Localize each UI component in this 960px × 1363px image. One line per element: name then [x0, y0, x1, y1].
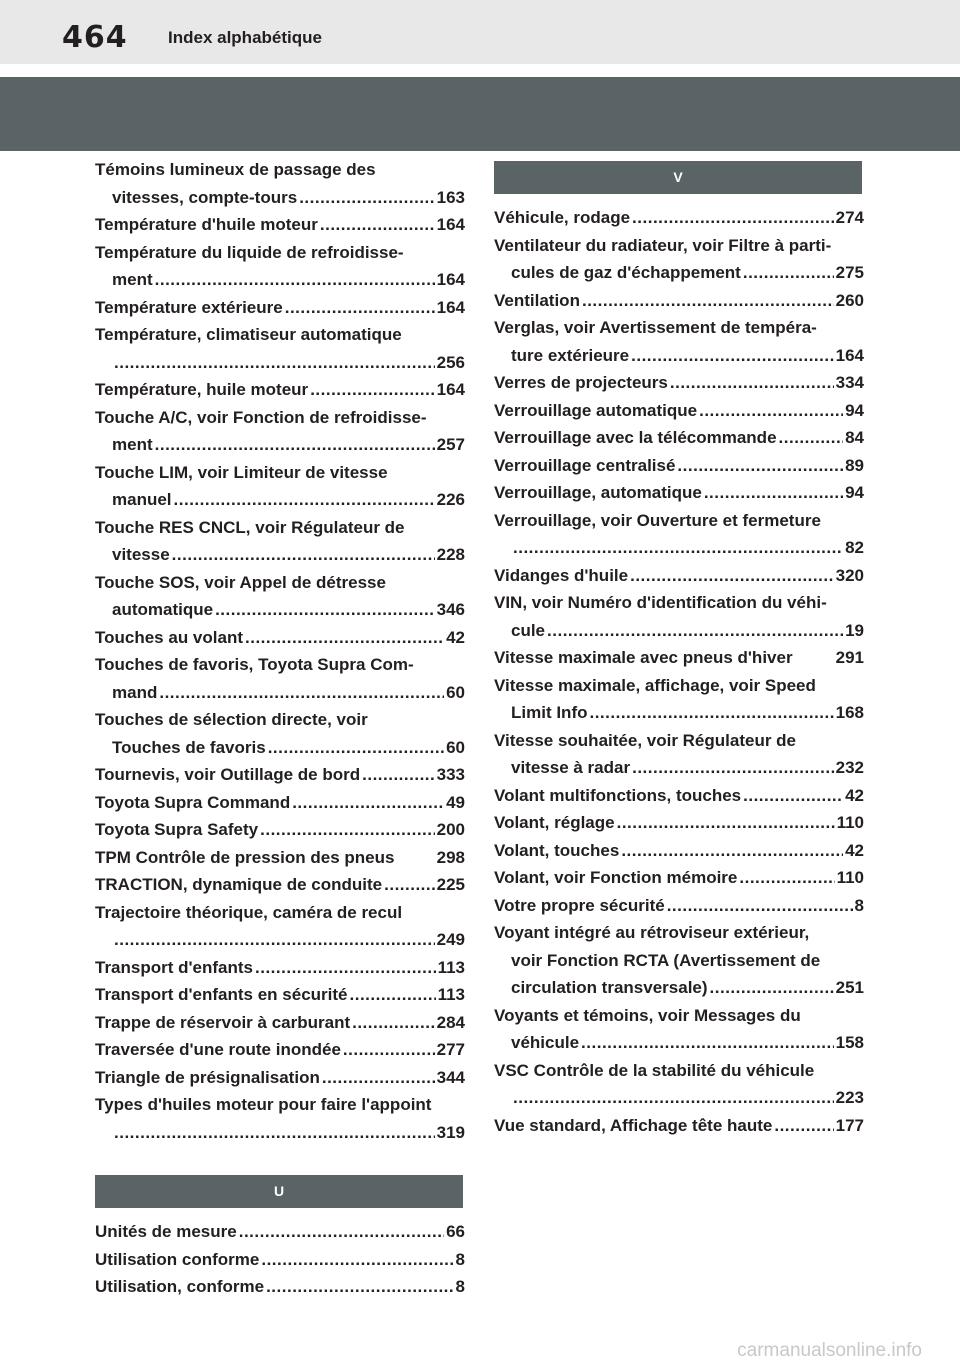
- entry-page-number: 274: [835, 208, 864, 227]
- leader-dots: [667, 892, 853, 920]
- index-entry: [494, 369, 864, 397]
- index-entry: [494, 1002, 864, 1030]
- entry-text: Transport d'enfants: [95, 957, 254, 977]
- index-entry: [95, 266, 465, 294]
- entry-text: TRACTION, dynamique de conduite: [95, 875, 383, 894]
- index-entry: [494, 397, 864, 425]
- leader-dots: [310, 376, 434, 404]
- leader-dots: [739, 864, 834, 892]
- entry-text: Ventilateur du radiateur, voir Filtre à parti-: [494, 235, 832, 255]
- entry-page-number: 94: [845, 483, 864, 502]
- entry-page-number: 164: [436, 215, 465, 234]
- index-entry: [494, 232, 864, 260]
- entry-text: Vidanges d'huile: [494, 565, 629, 585]
- index-entry: [95, 761, 465, 789]
- entry-page-number: 226: [436, 490, 465, 509]
- entry-page-number: 19: [845, 620, 864, 640]
- entry-page-number: 260: [835, 290, 864, 310]
- index-entry: [494, 342, 864, 370]
- index-entry: [95, 1064, 465, 1092]
- letter-heading-u: U: [95, 1175, 463, 1208]
- leader-dots: [266, 1273, 453, 1301]
- index-entry: [494, 314, 864, 342]
- entry-text: Types d'huiles moteur pour faire l'appoint: [95, 1095, 432, 1114]
- entry-text: Touche RES CNCL, voir Régulateur de: [95, 517, 405, 537]
- entry-text: Volant, touches: [494, 840, 620, 860]
- entry-text: Touches de sélection directe, voir: [95, 710, 368, 729]
- entry-text: Verrouillage avec la télécommande: [494, 428, 777, 447]
- leader-dots: [239, 1218, 444, 1246]
- leader-dots: [155, 431, 435, 459]
- leader-dots: [589, 699, 833, 727]
- entry-page-number: 89: [845, 455, 864, 475]
- entry-text: Verrouillage, voir Ouverture et fermeture: [494, 510, 821, 530]
- entry-page-number: 249: [436, 930, 465, 949]
- entry-text: mand: [112, 682, 158, 702]
- entry-text: Toyota Supra Command: [95, 792, 291, 812]
- index-entry: [95, 459, 465, 487]
- index-entry: [95, 651, 465, 679]
- entry-text: Véhicule, rodage: [494, 208, 631, 227]
- entry-page-number: 251: [835, 978, 864, 997]
- leader-dots: [630, 562, 834, 590]
- leader-dots: [704, 479, 843, 507]
- leader-dots: [114, 1119, 435, 1147]
- entry-page-number: 42: [446, 627, 465, 647]
- entry-text: Voyant intégré au rétroviseur extérieur,: [494, 923, 810, 942]
- index-entry: [95, 404, 465, 432]
- entry-text: Voyants et témoins, voir Messages du: [494, 1005, 801, 1025]
- index-entry: [95, 1009, 465, 1037]
- leader-dots: [384, 871, 435, 899]
- entry-text: Verres de projecteurs: [494, 373, 668, 392]
- entry-text: Touche LIM, voir Limiteur de vitesse: [95, 462, 388, 482]
- leader-dots: [581, 1029, 834, 1057]
- header-banner: [0, 77, 960, 151]
- entry-text: ture extérieure: [511, 345, 630, 365]
- entry-page-number: 8: [455, 1249, 465, 1269]
- entry-text: manuel: [112, 490, 172, 509]
- index-entry: [95, 1218, 465, 1246]
- entry-page-number: 164: [436, 297, 465, 317]
- index-entry: [95, 871, 465, 899]
- entry-page-number: 110: [836, 813, 864, 832]
- entry-page-number: 60: [446, 682, 465, 702]
- leader-dots: [245, 624, 444, 652]
- leader-dots: [155, 266, 435, 294]
- entry-page-number: 256: [436, 352, 465, 372]
- index-entry: [494, 892, 864, 920]
- leader-dots: [172, 541, 435, 569]
- entry-text: Vue standard, Affichage tête haute: [494, 1115, 773, 1135]
- index-entry: [95, 624, 465, 652]
- entry-page-number: 346: [436, 600, 465, 619]
- index-entry: [95, 294, 465, 322]
- entry-text: Vitesse souhaitée, voir Régulateur de: [494, 730, 797, 750]
- page-number: 464: [62, 20, 128, 55]
- entry-text: vitesse à radar: [511, 758, 631, 777]
- entry-text: Utilisation, conforme: [95, 1277, 265, 1296]
- index-entry: [494, 1084, 864, 1112]
- entry-page-number: 320: [835, 565, 864, 585]
- entry-page-number: 110: [836, 868, 864, 887]
- entry-page-number: 334: [835, 373, 864, 392]
- leader-dots: [677, 452, 843, 480]
- entry-text: Témoins lumineux de passage des: [95, 160, 376, 179]
- leader-dots: [320, 211, 435, 239]
- letter-heading-v: V: [494, 161, 862, 194]
- leader-dots: [268, 734, 444, 762]
- index-entry: [494, 782, 864, 810]
- leader-dots: [774, 1112, 833, 1140]
- entry-text: Touches de favoris: [112, 737, 266, 757]
- leader-dots: [255, 954, 436, 982]
- leader-dots: [621, 837, 843, 865]
- leader-dots: [292, 789, 444, 817]
- entry-text: Trajectoire théorique, caméra de recul: [95, 902, 403, 922]
- watermark: carmanualsonline.info: [737, 1340, 922, 1361]
- entry-text: Température du liquide de refroidisse-: [95, 242, 404, 262]
- entry-text: Utilisation conforme: [95, 1249, 260, 1269]
- index-entry: [494, 562, 864, 590]
- entry-page-number: 164: [436, 270, 465, 289]
- entry-text: Volant multifonctions, touches: [494, 785, 742, 805]
- leader-dots: [670, 369, 834, 397]
- index-entry: [95, 816, 465, 844]
- entry-text: Unités de mesure: [95, 1222, 237, 1241]
- entry-page-number: 42: [845, 785, 864, 805]
- leader-dots: [285, 294, 435, 322]
- index-entry: [494, 947, 864, 975]
- index-entry: [95, 954, 465, 982]
- index-entry: [494, 589, 864, 617]
- index-entry: [95, 376, 465, 404]
- entry-page-number: 223: [835, 1088, 864, 1107]
- entry-page-number: 163: [436, 187, 465, 207]
- entry-text: Verrouillage, automatique: [494, 483, 702, 502]
- index-entry: [95, 1119, 465, 1147]
- index-entry: [494, 259, 864, 287]
- entry-text: voir Fonction RCTA (Avertissement de: [511, 950, 821, 970]
- entry-text: Température extérieure: [95, 297, 283, 317]
- entry-page-number: 164: [436, 380, 465, 399]
- leader-dots: [215, 596, 435, 624]
- leader-dots: [710, 974, 834, 1002]
- leader-dots: [322, 1064, 435, 1092]
- index-entry: [95, 1246, 465, 1274]
- entry-text: ment: [112, 270, 153, 289]
- entry-text: ment: [112, 435, 153, 454]
- entry-page-number: 82: [845, 538, 864, 557]
- leader-dots: [743, 259, 834, 287]
- entry-text: Touches au volant: [95, 627, 243, 647]
- index-entry: [95, 1273, 465, 1301]
- leader-dots: [260, 816, 435, 844]
- index-entry: [95, 1091, 465, 1119]
- leader-dots: [513, 534, 843, 562]
- leader-dots: [631, 342, 834, 370]
- index-entry: [95, 349, 465, 377]
- entry-text: Transport d'enfants en sécurité: [95, 985, 348, 1004]
- entry-text: cule: [511, 620, 546, 640]
- leader-dots: [743, 782, 843, 810]
- entry-text: Tournevis, voir Outillage de bord: [95, 765, 361, 784]
- leader-dots: [699, 397, 843, 425]
- index-entry: [494, 534, 864, 562]
- entry-text: Volant, voir Fonction mémoire: [494, 868, 738, 887]
- index-entry: [95, 679, 465, 707]
- leader-dots: [114, 926, 435, 954]
- entry-page-number: 49: [446, 792, 465, 812]
- index-entry: [494, 617, 864, 645]
- entry-page-number: 84: [845, 428, 864, 447]
- index-column-u: [95, 1218, 465, 1301]
- index-entry: [95, 184, 465, 212]
- leader-dots: [159, 679, 444, 707]
- index-entry: [95, 569, 465, 597]
- index-entry: [95, 156, 465, 184]
- leader-dots: [779, 424, 844, 452]
- index-entry: [95, 706, 465, 734]
- index-entry: [494, 204, 864, 232]
- index-entry: [494, 699, 864, 727]
- index-column-left: [95, 156, 465, 1146]
- entry-text: Traversée d'une route inondée: [95, 1040, 341, 1059]
- leader-dots: [114, 349, 435, 377]
- index-entry: [494, 754, 864, 782]
- index-entry: [494, 1029, 864, 1057]
- index-entry: [95, 926, 465, 954]
- leader-dots: [632, 204, 834, 232]
- entry-text: Température, climatiseur automatique: [95, 325, 402, 344]
- leader-dots: [350, 981, 436, 1009]
- index-entry: [95, 1036, 465, 1064]
- entry-page-number: 113: [437, 985, 465, 1004]
- entry-text: TPM Contrôle de pression des pneus: [95, 847, 395, 867]
- entry-page-number: 60: [446, 737, 465, 757]
- entry-text: automatique: [112, 600, 214, 619]
- entry-text: Volant, réglage: [494, 813, 615, 832]
- entry-text: Température, huile moteur: [95, 380, 309, 399]
- index-entry: [95, 321, 465, 349]
- entry-text: vitesses, compte-tours: [112, 187, 298, 207]
- index-entry: [494, 479, 864, 507]
- entry-page-number: 333: [436, 765, 465, 784]
- page-header: [0, 0, 960, 64]
- leader-dots: [174, 486, 435, 514]
- index-entry: [95, 211, 465, 239]
- entry-text: véhicule: [511, 1033, 580, 1052]
- index-entry: [494, 672, 864, 700]
- entry-text: Touche SOS, voir Appel de détresse: [95, 572, 386, 592]
- leader-dots: [362, 761, 435, 789]
- entry-page-number: 113: [437, 957, 465, 977]
- index-entry: [95, 981, 465, 1009]
- entry-page-number: 232: [835, 758, 864, 777]
- index-entry: [494, 287, 864, 315]
- entry-page-number: 344: [436, 1067, 465, 1087]
- leader-dots: [617, 809, 835, 837]
- leader-dots: [261, 1246, 453, 1274]
- index-entry: [494, 727, 864, 755]
- index-entry: [95, 431, 465, 459]
- index-entry: [95, 899, 465, 927]
- entry-text: Verglas, voir Avertissement de tempéra-: [494, 318, 817, 337]
- entry-text: VIN, voir Numéro d'identification du véhi-: [494, 593, 827, 612]
- entry-page-number: 164: [835, 345, 864, 365]
- entry-page-number: 8: [854, 895, 864, 915]
- entry-page-number: 228: [436, 545, 465, 564]
- entry-page-number: 319: [436, 1122, 465, 1142]
- entry-text: Ventilation: [494, 290, 580, 310]
- index-entry: [95, 789, 465, 817]
- entry-text: Touches de favoris, Toyota Supra Com-: [95, 655, 414, 674]
- index-entry: [494, 507, 864, 535]
- entry-text: Votre propre sécurité: [494, 895, 665, 915]
- entry-page-number: 277: [436, 1040, 465, 1059]
- leader-dots: [582, 287, 834, 315]
- index-entry: [494, 919, 864, 947]
- entry-text: Triangle de présignalisation: [95, 1067, 320, 1087]
- entry-page-number: 225: [436, 875, 465, 894]
- entry-page-number: 298: [436, 847, 465, 867]
- entry-page-number: 200: [436, 820, 465, 839]
- leader-dots: [352, 1009, 435, 1037]
- entry-page-number: 257: [436, 435, 465, 454]
- entry-text: Touche A/C, voir Fonction de refroidisse-: [95, 407, 427, 427]
- entry-page-number: 66: [446, 1222, 465, 1241]
- index-entry: [95, 734, 465, 762]
- index-entry: [95, 541, 465, 569]
- index-entry: [494, 974, 864, 1002]
- entry-page-number: 168: [835, 703, 864, 722]
- index-entry: [494, 1112, 864, 1140]
- index-entry: [494, 837, 864, 865]
- entry-page-number: 284: [436, 1012, 465, 1032]
- index-entry: [494, 424, 864, 452]
- entry-text: VSC Contrôle de la stabilité du véhicule: [494, 1060, 815, 1080]
- entry-text: vitesse: [112, 545, 170, 564]
- leader-dots: [513, 1084, 834, 1112]
- entry-text: circulation transversale): [511, 978, 708, 997]
- leader-dots: [632, 754, 834, 782]
- index-entry: [95, 239, 465, 267]
- index-entry: [95, 844, 465, 872]
- entry-text: Limit Info: [511, 703, 588, 722]
- entry-page-number: 275: [835, 263, 864, 282]
- index-entry: [494, 452, 864, 480]
- entry-text: Toyota Supra Safety: [95, 820, 259, 839]
- entry-page-number: 94: [845, 400, 864, 420]
- entry-text: Vitesse maximale avec pneus d'hiver: [494, 648, 793, 667]
- index-entry: [95, 596, 465, 624]
- entry-text: Trappe de réservoir à carburant: [95, 1012, 351, 1032]
- entry-page-number: 8: [455, 1277, 465, 1296]
- index-entry: [95, 514, 465, 542]
- entry-text: cules de gaz d'échappement: [511, 263, 741, 282]
- entry-page-number: 291: [835, 648, 864, 667]
- entry-page-number: 177: [835, 1115, 864, 1135]
- index-entry: [494, 644, 864, 672]
- entry-page-number: 42: [845, 840, 864, 860]
- leader-dots: [299, 184, 434, 212]
- leader-dots: [547, 617, 843, 645]
- index-entry: [95, 486, 465, 514]
- index-entry: [494, 1057, 864, 1085]
- index-entry: [494, 809, 864, 837]
- index-entry: [494, 864, 864, 892]
- entry-page-number: 158: [835, 1033, 864, 1052]
- section-title: Index alphabétique: [168, 28, 322, 47]
- entry-text: Verrouillage automatique: [494, 400, 698, 420]
- entry-text: Vitesse maximale, affichage, voir Speed: [494, 675, 816, 695]
- entry-text: Verrouillage centralisé: [494, 455, 676, 475]
- entry-text: Température d'huile moteur: [95, 215, 318, 234]
- index-column-right: [494, 204, 864, 1139]
- leader-dots: [343, 1036, 435, 1064]
